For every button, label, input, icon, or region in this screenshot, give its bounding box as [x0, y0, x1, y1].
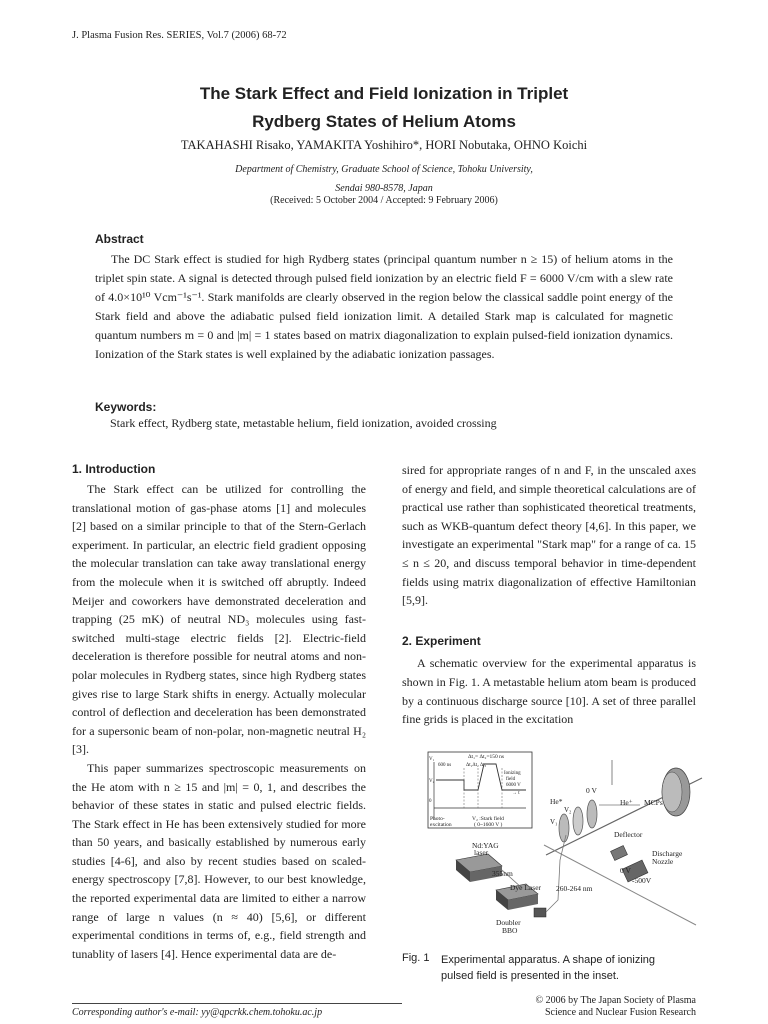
- label-minus500: -500V: [632, 876, 652, 885]
- inset-photo: Photo-: [430, 816, 445, 822]
- label-he-plus: He⁺: [620, 798, 633, 807]
- title-line-2: Rydberg States of Helium Atoms: [252, 112, 516, 131]
- label-ndyag-1: Nd:YAG: [472, 841, 499, 850]
- label-nozzle: Nozzle: [652, 857, 674, 866]
- label-doubler: Doubler: [496, 918, 521, 927]
- experimental-apparatus-figure: [426, 750, 706, 945]
- inset-excitation: excitation: [430, 822, 452, 828]
- label-355: 355nm: [492, 869, 513, 878]
- abstract-heading: Abstract: [95, 232, 144, 246]
- grid-3: [587, 800, 597, 828]
- journal-reference: J. Plasma Fusion Res. SERIES, Vol.7 (2006) 68-72: [72, 30, 287, 41]
- affiliation-line-1: Department of Chemistry, Graduate School of Science, Tohoku University,: [235, 164, 533, 175]
- inset-6000v: 6000 V: [506, 783, 521, 788]
- label-he-star: He*: [550, 797, 563, 806]
- copyright-line-1: © 2006 by The Japan Society of Plasma: [535, 995, 696, 1006]
- paper-title: [80, 80, 688, 136]
- inset-600ns: 600 ns: [438, 763, 452, 768]
- inset-stark: V₂ :Stark field: [472, 816, 504, 822]
- affiliation-line-2: Sendai 980-8578, Japan: [335, 183, 433, 194]
- section-2-heading: 2. Experiment: [402, 633, 481, 648]
- label-discharge: Discharge: [652, 849, 683, 858]
- label-mcps: MCPs: [644, 798, 663, 807]
- label-bbo: BBO: [502, 926, 518, 935]
- inset-t: → t: [512, 791, 520, 796]
- caption-label: Fig. 1: [402, 952, 430, 964]
- received-dates: (Received: 5 October 2004 / Accepted: 9 February 2006): [270, 195, 498, 206]
- label-deflector: Deflector: [614, 830, 643, 839]
- caption-line-2: pulsed field is presented in the inset.: [441, 970, 619, 982]
- keywords-heading: Keywords:: [95, 400, 157, 414]
- label-0v: 0 V: [620, 866, 631, 875]
- caption-text: [441, 952, 655, 984]
- uv-beam: [546, 835, 566, 912]
- abstract-text: The DC Stark effect is studied for high Rydberg states (principal quantum number n ≥ 15) of helium atoms in the triplet spin state. A signal is detected through pulsed field ionization by an electric field F = 6000 V/cm with a slew rate of 4.0×10¹⁰ Vcm⁻¹s⁻¹. Stark manifolds are clearly observed in the region below the classical saddle point energy of the Stark field and above the adiabatic pulsed field ionization limit. A detailed Stark map is calculated for magnetic quantum numbers m = 0 and |m| = 1 states based on matrix diagonalization to explain pulsed-field ionization dynamics. Ionization of the Stark states is well explained by the adiabatic ionization passages.: [95, 252, 673, 361]
- inset-field: field: [506, 777, 516, 782]
- section-1-heading: 1. Introduction: [72, 462, 156, 476]
- label-v2: V₂: [564, 806, 572, 814]
- inset-top-label: Δt₁= Δt₂=150 ns: [468, 754, 505, 760]
- label-0v-top: 0 V: [586, 786, 597, 795]
- inset-zero: 0: [429, 799, 432, 804]
- label-dye: Dye Laser: [510, 883, 542, 892]
- keywords-text: Stark effect, Rydberg state, metastable helium, field ionization, avoided crossing: [110, 416, 497, 430]
- intro-paragraph-3: sired for appropriate ranges of n and F, in the unscaled axes of energy and field, and simple theoretical calculations are of practical use rather than sophisticated theoretical treatments, such as WKB-quantum defect theory [4,6]. In this paper, we investigate an experimental "Stark map" for a range of ca. 15 ≤ n ≤ 20, and discuss temporal behavior in time-dependent fields using matrix diagonalization of effective Hamiltonian [5,9].: [402, 463, 696, 608]
- left-column: [72, 480, 366, 963]
- doubler-bbo: [534, 908, 546, 917]
- abstract-body: [95, 250, 673, 364]
- inset-v2: V₂: [429, 779, 435, 784]
- grid-1: [559, 814, 569, 842]
- deflector: [611, 846, 628, 861]
- inset-stark-range: ( 0~1600 V ): [474, 822, 503, 828]
- label-v1: V₁: [550, 818, 558, 826]
- intro-paragraph-1: The Stark effect can be utilized for controlling the translational motion of gas-phase atoms [1] and molecules [2] based on a similar principle to that of the Stern-Gerlach experiment. In particular, an electric field gradient opposing the molecular translation can take away translational energy from the molecule when it is switched off abruptly. Indeed Meijer and coworkers have demonstrated deceleration and trapping (25 mK) of neutral ND₃ molecules using fast-switched multi-stage electric fields [2]. Electric-field deceleration is therefore possible for neutral atoms and non-polar molecules in Rydberg states, since high Rydberg states gives rise to large Stark shifts in energy. Actually molecular control of deflection and deceleration has been demonstrated for a supersonic beam of non-polar, non-magnetic neutral H₂ [3].: [72, 482, 366, 757]
- copyright: [510, 995, 696, 1019]
- label-ndyag-2: laser: [474, 848, 489, 857]
- caption-line-1: Experimental apparatus. A shape of ionizing: [441, 954, 656, 966]
- corresponding-author: Corresponding author's e-mail: yy@qpcrkk.chem.tohoku.ac.jp: [72, 1007, 323, 1018]
- inset-ionizing: Ionizing: [504, 771, 521, 776]
- title-line-1: The Stark Effect and Field Ionization in Triplet: [199, 84, 569, 103]
- footnote-rule: [72, 1003, 402, 1004]
- label-260: 260-264 nm: [556, 884, 593, 893]
- intro-paragraph-2: This paper summarizes spectroscopic measurements on the He atom with n ≥ 15 and |m| = 0, 1, and describes the behavior of these states in static and pulsed electric fields. The Stark effect in He has been extensively studied for more than 50 years, and basically established by numerous early studies [4-6], and also by recent studies based on scaled-energy spectroscopy [7,8]. However, to our best knowledge, the reported experimental data are limited to either a narrow range of large n values (n ≈ 40) [5,6], or different experimental conditions in terms of, e.g., field strength and tunablity of lasers [4]. Hence experimental data are de-: [72, 760, 366, 961]
- experiment-paragraph-1: A schematic overview for the experimental apparatus is shown in Fig. 1. A metastable helium atom beam is produced by a continuous discharge source [10]. A set of three parallel fine grids is placed in the excitation: [402, 656, 696, 727]
- grid-2: [573, 807, 583, 835]
- inset-v1: V₁: [429, 757, 435, 762]
- right-column: [402, 461, 696, 729]
- copyright-line-2: Science and Nuclear Fusion Research: [544, 1007, 696, 1018]
- inset-dt: Δt₁Δt₂ Δt₃: [466, 763, 487, 768]
- authors: TAKAHASHI Risako, YAMAKITA Yoshihiro*, HORI Nobutaka, OHNO Koichi: [180, 138, 588, 152]
- affiliation: [80, 160, 688, 198]
